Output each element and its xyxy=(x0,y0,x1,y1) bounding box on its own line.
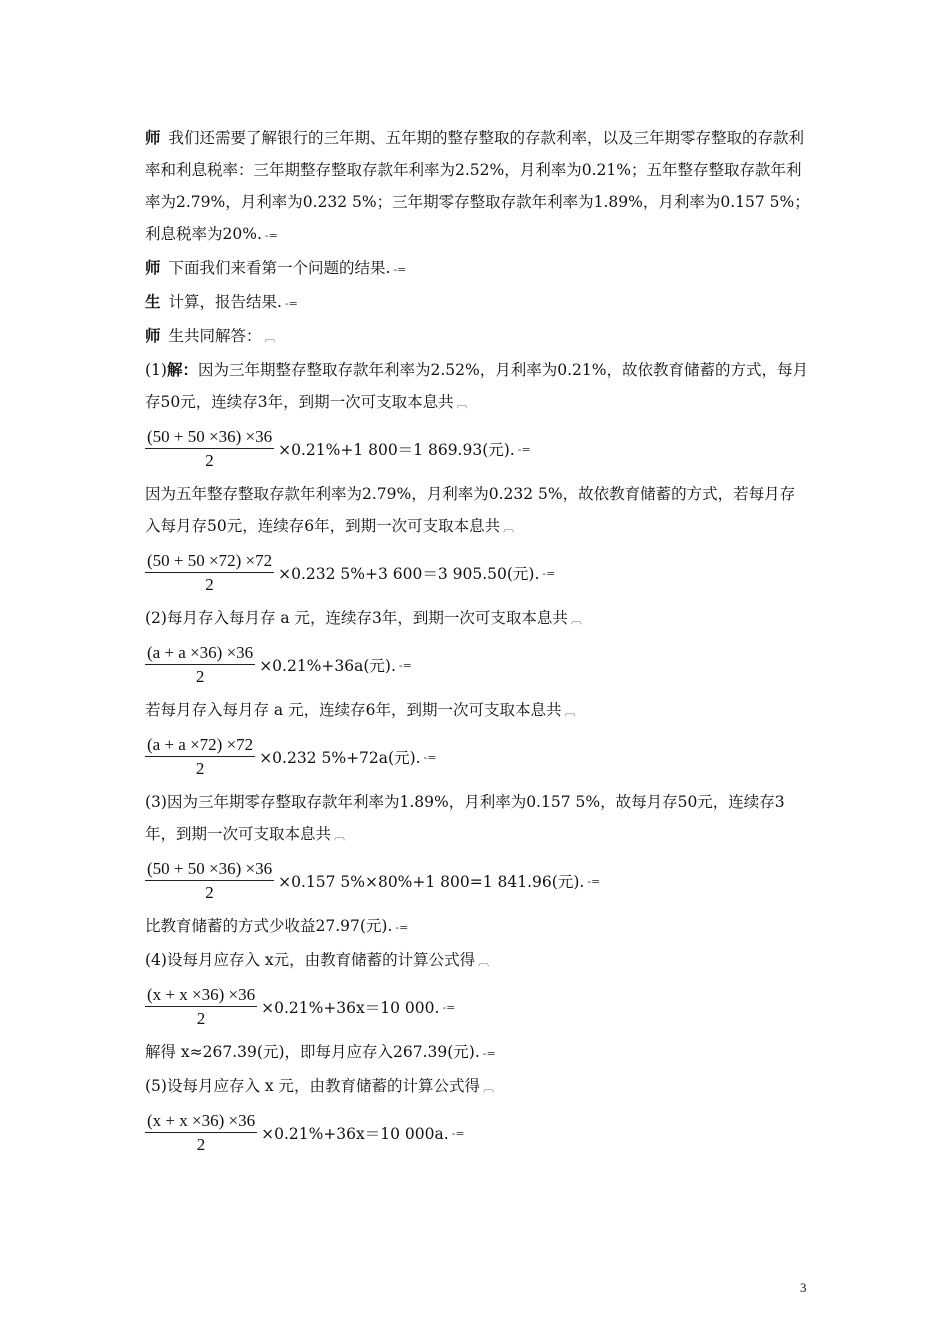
numerator: (50 + 50 ×72) ×72 xyxy=(145,551,274,573)
edit-mark: -= xyxy=(451,1126,465,1140)
numerator: (50 + 50 ×36) ×36 xyxy=(145,427,274,449)
paragraph-text: 生共同解答： xyxy=(168,327,262,345)
dialogue-teacher-1 xyxy=(145,122,810,252)
paragraph-text: 下面我们来看第一个问题的结果. xyxy=(168,259,391,277)
equation-rest: ×0.21%+1 800＝1 869.93(元). xyxy=(278,441,515,459)
solution-1 xyxy=(145,354,810,420)
equation-3 xyxy=(145,636,810,694)
fraction xyxy=(145,735,255,779)
speaker-label: 师 xyxy=(145,259,161,277)
paragraph-text: 若每月存入每月存 a 元，连续存6年，到期一次可支取本息共 xyxy=(145,701,562,719)
edit-mark: -= xyxy=(587,874,601,888)
edit-mark: -= xyxy=(395,921,409,934)
edit-mark: ︹ xyxy=(503,521,515,534)
dialogue-student xyxy=(145,286,810,320)
fraction xyxy=(145,551,274,595)
solution-3 xyxy=(145,786,810,852)
edit-mark: -= xyxy=(398,658,412,672)
edit-mark: -= xyxy=(517,442,531,456)
denominator: 2 xyxy=(196,1135,206,1154)
paragraph-text: (3)因为三年期零存整取存款年利率为1.89%，月利率为0.157 5%，故每月存50元，连续存3年，到期一次可支取本息共 xyxy=(145,793,785,843)
equation-6 xyxy=(145,978,810,1036)
edit-mark: -= xyxy=(393,263,407,276)
solution-5 xyxy=(145,1070,810,1104)
paragraph-text: 因为五年整存整取存款年利率为2.79%，月利率为0.232 5%，故依教育储蓄的方式，若每月存入每月存50元，连续存6年，到期一次可支取本息共 xyxy=(145,485,796,535)
item-number: (1) xyxy=(145,361,167,379)
numerator: (50 + 50 ×36) ×36 xyxy=(145,859,274,881)
solution-4 xyxy=(145,944,810,978)
paragraph-text: (4)设每月应存入 x元，由教育储蓄的计算公式得 xyxy=(145,951,476,969)
edit-mark: ︹ xyxy=(456,397,468,410)
equation-2 xyxy=(145,544,810,602)
speaker-label: 生 xyxy=(145,293,161,311)
fraction xyxy=(145,643,255,687)
edit-mark: -= xyxy=(442,1000,456,1014)
edit-mark: -= xyxy=(482,1047,496,1060)
denominator: 2 xyxy=(195,759,205,778)
numerator: (x + x ×36) ×36 xyxy=(145,985,257,1007)
speaker-label: 师 xyxy=(145,129,161,147)
content-body xyxy=(145,122,810,1162)
equation-rest: ×0.157 5%×80%+1 800=1 841.96(元). xyxy=(278,873,585,891)
paragraph-text: 比教育储蓄的方式少收益27.97(元). xyxy=(145,917,393,935)
paragraph-text: 我们还需要了解银行的三年期、五年期的整存整取的存款利率，以及三年期零存整取的存款利率和利息税率：三年期整存整取存款年利率为2.52%，月利率为0.21%；五年整存整取存款年利率为2.79%，月利率为0.232 5%；三年期零存整取存款年利率为1.89%，月利率为0.157 5%；利息税率为20%. xyxy=(145,129,810,243)
equation-7 xyxy=(145,1104,810,1162)
edit-mark: ︹ xyxy=(478,955,490,968)
numerator: (a + a ×72) ×72 xyxy=(145,735,255,757)
denominator: 2 xyxy=(205,575,214,594)
equation-rest: ×0.232 5%+3 600＝3 905.50(元). xyxy=(278,565,540,583)
numerator: (a + a ×36) ×36 xyxy=(145,643,255,665)
equation-rest: ×0.21%+36a(元). xyxy=(259,657,396,675)
edit-mark: ︹ xyxy=(564,705,576,718)
dialogue-teacher-3 xyxy=(145,320,810,354)
fraction xyxy=(145,859,274,903)
equation-1 xyxy=(145,420,810,478)
paragraph-text: 因为三年期整存整取存款年利率为2.52%，月利率为0.21%，故依教育储蓄的方式，每月存50元，连续存3年，到期一次可支取本息共 xyxy=(145,361,808,411)
solution-2 xyxy=(145,602,810,636)
solution-2-part-2 xyxy=(145,694,810,728)
speaker-label: 师 xyxy=(145,327,161,345)
numerator: (x + x ×36) ×36 xyxy=(145,1111,257,1133)
edit-mark: -= xyxy=(264,229,278,242)
paragraph-text: (5)设每月应存入 x 元，由教育储蓄的计算公式得 xyxy=(145,1077,481,1095)
paragraph-text: (2)每月存入每月存 a 元，连续存3年，到期一次可支取本息共 xyxy=(145,609,568,627)
equation-5 xyxy=(145,852,810,910)
equation-rest: ×0.21%+36x＝10 000. xyxy=(261,999,440,1017)
dialogue-teacher-2 xyxy=(145,252,810,286)
solution-4-result xyxy=(145,1036,810,1070)
equation-rest: ×0.21%+36x＝10 000a. xyxy=(261,1125,449,1143)
fraction xyxy=(145,985,257,1029)
page-number: 3 xyxy=(800,1280,807,1295)
paragraph-text: 计算，报告结果. xyxy=(168,293,282,311)
equation-rest: ×0.232 5%+72a(元). xyxy=(259,749,421,767)
fraction xyxy=(145,1111,257,1155)
solution-label: 解： xyxy=(166,361,198,379)
edit-mark: ︹ xyxy=(483,1081,495,1094)
denominator: 2 xyxy=(195,667,205,686)
edit-mark: -= xyxy=(542,566,556,580)
solution-3-conclusion xyxy=(145,910,810,944)
paragraph-text: 解得 x≈267.39(元)，即每月应存入267.39(元). xyxy=(145,1043,480,1061)
edit-mark: -= xyxy=(423,750,437,764)
equation-4 xyxy=(145,728,810,786)
denominator: 2 xyxy=(205,451,214,470)
denominator: 2 xyxy=(205,883,214,902)
fraction xyxy=(145,427,274,471)
edit-mark: ︹ xyxy=(570,613,582,626)
edit-mark: -= xyxy=(284,297,298,310)
edit-mark: ︹ xyxy=(334,829,346,842)
denominator: 2 xyxy=(196,1009,206,1028)
solution-1-part-2 xyxy=(145,478,810,544)
edit-mark: ︹ xyxy=(264,331,276,344)
